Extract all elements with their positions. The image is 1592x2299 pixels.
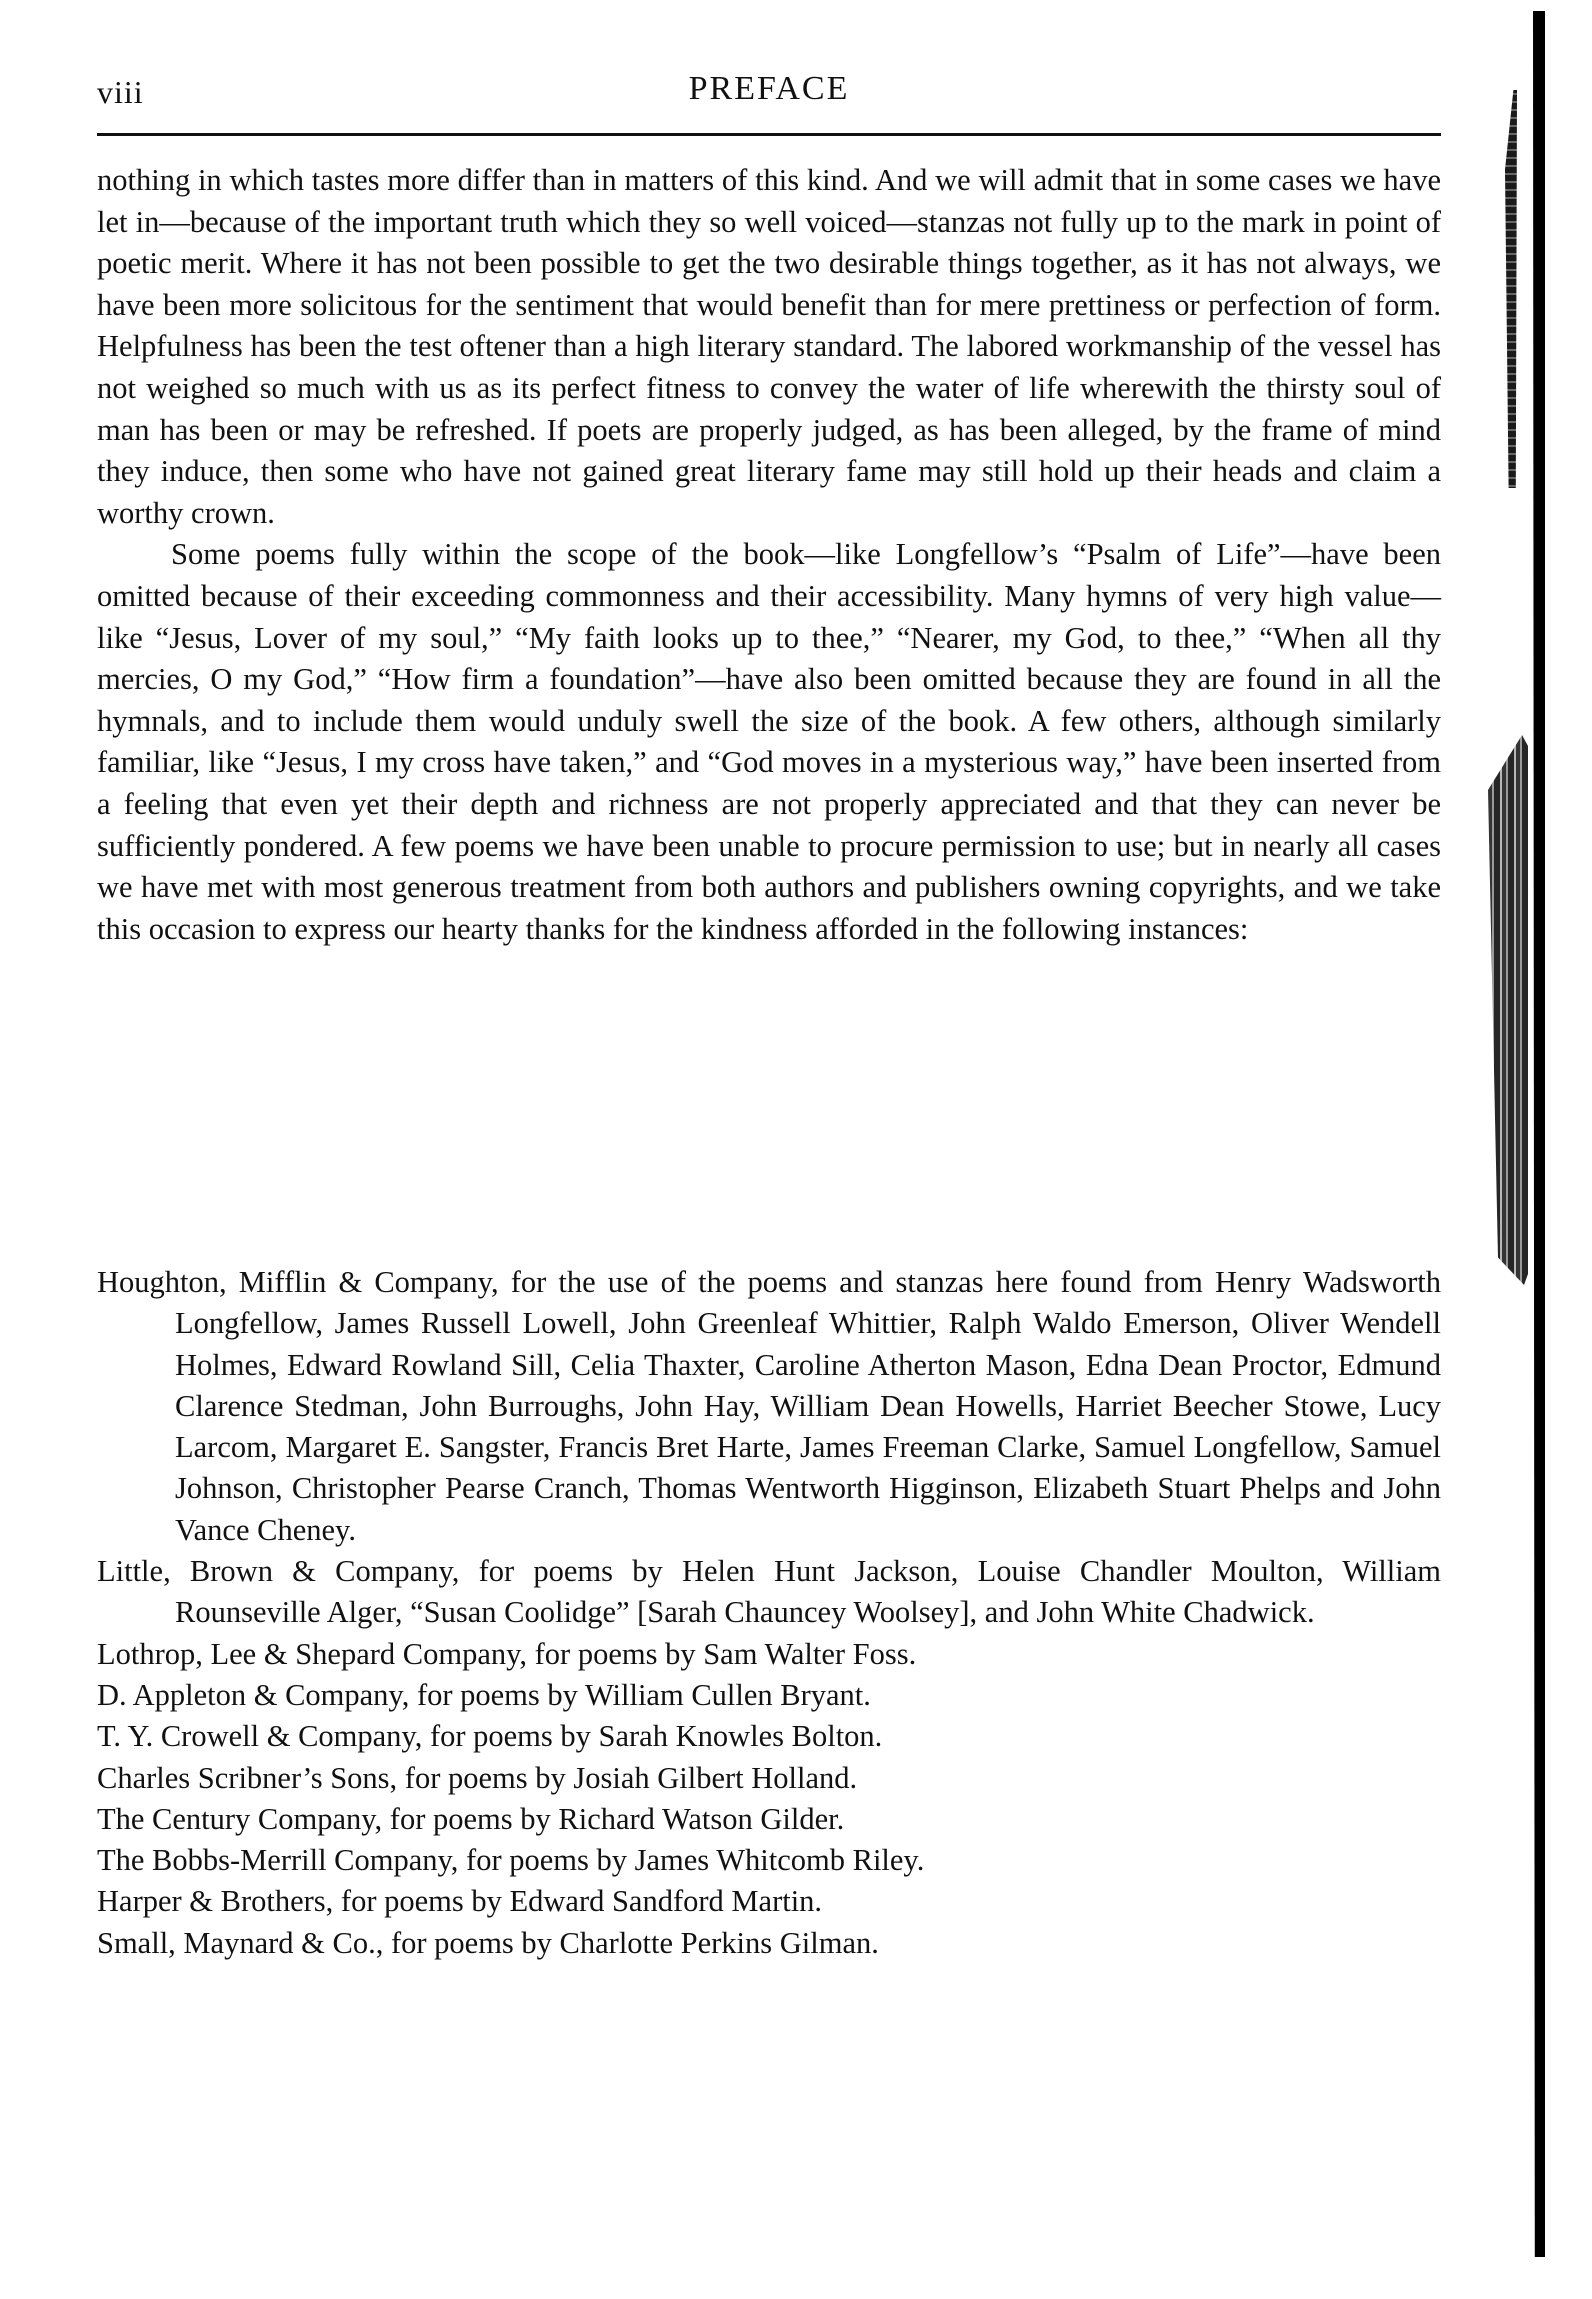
- acknowledgement-item: Lothrop, Lee & Shepard Company, for poems by Sam Walter Foss.: [97, 1636, 917, 1671]
- acknowledgement-item: Houghton, Mifflin & Company, for the use of the poems and stanzas here found from Henry Wadsworth Longfellow, James Russell Lowell, John Greenleaf Whittier, Ralph Waldo Emerson, Oliver Wendell Holmes, Edward Rowland Sill, Celia Thaxter, Caroline Atherton Mason, Edna Dean Proctor, Edmund Clarence Stedman, John Burroughs, John Hay, William Dean Howells, Harriet Beecher Stowe, Lucy Larcom, Margaret E. Sangster, Francis Bret Harte, James Freeman Clarke, Samuel Longfellow, Samuel Johnson, Christopher Pearse Cranch, Thomas Wentworth Higginson, Elizabeth Stuart Phelps and John Vance Cheney.: [97, 1265, 1441, 1547]
- paragraph-continuation: nothing in which tastes more differ than in matters of this kind. And we will admit that in some cases we have let in—because of the important truth which they so well voiced—stanzas not fully up to the mark in point of poetic merit. Where it has not been possible to get the two desirable things together, as it has not always, we have been more solicitous for the sentiment that would benefit than for mere prettiness or perfection of form. Helpfulness has been the test oftener than a high literary standard. The labored workmanship of the vessel has not weighed so much with us as its perfect fitness to convey the water of life wherewith the thirsty soul of man has been or may be refreshed. If poets are properly judged, as has been alleged, by the frame of mind they induce, then some who have not gained great literary fame may still hold up their heads and claim a worthy crown.: [97, 163, 1441, 530]
- acknowledgement-item: Charles Scribner’s Sons, for poems by Josiah Gilbert Holland.: [97, 1760, 858, 1795]
- acknowledgement-item: Small, Maynard & Co., for poems by Charlotte Perkins Gilman.: [97, 1925, 879, 1960]
- acknowledgement-item: T. Y. Crowell & Company, for poems by Sarah Knowles Bolton.: [97, 1719, 883, 1754]
- acknowledgement-item: The Century Company, for poems by Richard Watson Gilder.: [97, 1801, 845, 1836]
- scan-edge-bar: [1533, 11, 1545, 2257]
- scan-artifact-upper: [1505, 90, 1517, 488]
- acknowledgements-list: [97, 1262, 1441, 1964]
- preface-body: [97, 160, 1441, 950]
- header-rule: [97, 133, 1441, 136]
- running-head-title: PREFACE: [688, 70, 850, 107]
- page-header: [97, 70, 1441, 120]
- acknowledgement-item: D. Appleton & Company, for poems by William Cullen Bryant.: [97, 1677, 871, 1712]
- paragraph-omitted-poems: Some poems fully within the scope of the book—like Longfellow’s “Psalm of Life”—have been omitted because of their exceeding commonness and their accessibility. Many hymns of very high value—like “Jesus, Lover of my soul,” “My faith looks up to thee,” “Nearer, my God, to thee,” “When all thy mercies, O my God,” “How firm a foundation”—have also been omitted because they are found in all the hymnals, and to include them would unduly swell the size of the book. A few others, although similarly familiar, like “Jesus, I my cross have taken,” and “God moves in a mysterious way,” have been inserted from a feeling that even yet their depth and richness are not properly appreciated and that they can never be sufficiently pondered. A few poems we have been unable to procure permission to use; but in nearly all cases we have met with most generous treatment from both authors and publishers owning copyrights, and we take this occasion to express our hearty thanks for the kindness afforded in the following instances:: [97, 537, 1441, 946]
- page-number: viii: [97, 74, 144, 110]
- acknowledgement-item: Little, Brown & Company, for poems by Helen Hunt Jackson, Louise Chandler Moulton, William Rounseville Alger, “Susan Coolidge” [Sarah Chauncey Woolsey], and John White Chadwick.: [97, 1554, 1441, 1630]
- acknowledgement-item: The Bobbs-Merrill Company, for poems by James Whitcomb Riley.: [97, 1843, 925, 1878]
- acknowledgement-item: Harper & Brothers, for poems by Edward Sandford Martin.: [97, 1884, 823, 1919]
- scan-artifact-middle: [1488, 735, 1528, 1285]
